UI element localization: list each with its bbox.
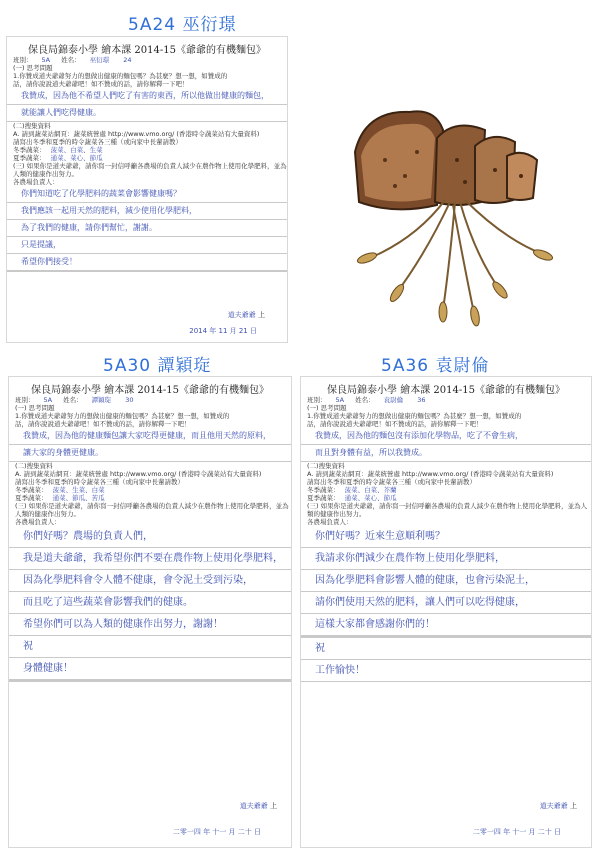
question-1b: 話，請你說說道夫爺爺吧！如不贊成的話，請你解釋一下吧！ (13, 80, 189, 88)
letter-line: 為了我們的健康，請你們幫忙，謝謝。 (7, 220, 287, 237)
greeting: 各農場負責人： (13, 178, 59, 186)
student-fields: 班別： 5A 姓名： 袁尉倫 36 (301, 396, 591, 404)
student-label-bottom-right: 5A36 袁尉倫 (381, 356, 490, 376)
question-1: 1.你贊成道夫爺爺努力的想做出健康的麵包嗎？為甚麼？想一想，如贊成的 (15, 412, 230, 420)
summer-veg-row: 夏季蔬菜： 通菜、節瓜、苦瓜 (9, 494, 291, 502)
letter-line (9, 681, 291, 682)
worksheet-title: 保良局錦泰小學 繪本課 2014-15《爺爺的有機麵包》 (31, 385, 269, 396)
section-3-heading: (三) 如果你是道夫爺爺，請你寫一封信呼籲各農場的負責人減少在農作物上使用化學肥料，並為人類的健康作出努力。 (307, 502, 588, 518)
section-1-heading: (一) 思考問題 (13, 64, 53, 72)
summer-veg-row: 夏季蔬菜： 通菜、菜心、節瓜 (7, 154, 287, 162)
date: 二零一四 年 十一 月 二十 日 (172, 828, 261, 836)
worksheet-top (6, 36, 288, 343)
question-1b: 話，請你說說道夫爺爺吧！如不贊成的話，請你解釋一下吧！ (307, 420, 483, 428)
letter-line: 因為化學肥料會令人體不健康，會令泥土受到污染， (9, 570, 291, 592)
question-1: 1.你贊成道夫爺爺努力的想做出健康的麵包嗎？為甚麼？想一想，如贊成的 (13, 72, 228, 80)
student-fields: 班別： 5A 姓名： 巫衍璟 24 (7, 56, 287, 64)
worksheet-title: 保良局錦泰小學 繪本課 2014-15《爺爺的有機麵包》 (327, 385, 565, 396)
greeting: 各農場負責人： (15, 518, 61, 526)
letter-line: 我是道夫爺爺，我希望你們不要在農作物上使用化學肥料， (9, 548, 291, 570)
letter-line: 因為化學肥料會影響人體的健康，也會污染泥土， (301, 570, 591, 592)
letter-line: 希望你們可以為人類的健康作出努力，謝謝！ (9, 614, 291, 636)
letter-line: 你們知道吃了化學肥料的蔬菜會影響健康嗎？ (7, 186, 287, 203)
signature: 道夫爺爺 上 (227, 311, 265, 319)
source-line: A. 請到蔬菜站網頁：蔬菜統營處 http://www.vmo.org/ (香港時令蔬菜站有大量資料) (307, 470, 554, 478)
question-1: 1.你贊成道夫爺爺努力的想做出健康的麵包嗎？為甚麼？想一想，如贊成的 (307, 412, 522, 420)
bread-loaf-icon (355, 111, 537, 209)
student-fields: 班別： 5A 姓名： 譚穎琁 30 (9, 396, 291, 404)
signature: 道夫爺爺 上 (239, 802, 277, 810)
letter-line (7, 271, 287, 272)
answer-line: 我贊成，因為他的麵包沒有添加化學物品，吃了不會生病， (301, 428, 591, 445)
worksheet-title: 保良局錦泰小學 繪本課 2014-15《爺爺的有機麵包》 (28, 45, 266, 56)
letter-line: 你們好嗎？農場的負責人們， (9, 526, 291, 548)
student-label-bottom-left: 5A30 譚穎琁 (103, 356, 212, 376)
greeting: 各農場負責人： (307, 518, 353, 526)
student-label-top: 5A24 巫衍璟 (128, 15, 237, 35)
question-1b: 話，請你說說道夫爺爺吧！如不贊成的話，請你解釋一下吧！ (15, 420, 191, 428)
section-2-heading: (二)搜集資料 (13, 122, 51, 130)
worksheet-bottom-right (300, 376, 592, 848)
section-2-heading: (二)搜集資料 (15, 462, 53, 470)
letter-line: 祝 (9, 636, 291, 658)
section-1-heading: (一) 思考問題 (15, 404, 55, 412)
source-line: A. 請到蔬菜站網頁：蔬菜統營處 http://www.vmo.org/ (香港時令蔬菜站有大量資料) (15, 470, 262, 478)
source-line: A. 請到蔬菜站網頁：蔬菜統營處 http://www.vmo.org/ (香港時令蔬菜站有大量資料) (13, 130, 260, 138)
letter-line: 祝 (301, 638, 591, 660)
winter-veg-row: 冬季蔬菜： 菠菜、白菜、生菜 (7, 146, 287, 154)
worksheet-bottom-left (8, 376, 292, 848)
section-3-heading: (三) 如果你是道夫爺爺，請你寫一封信呼籲各農場的負責人減少在農作物上使用化學肥料，並為人類的健康作出努力。 (15, 502, 289, 518)
source-line-2: 請寫出冬季和夏季的時令蔬菜各三種（或向家中長輩請教） (13, 138, 182, 146)
letter-line: 身體健康！ (9, 658, 291, 680)
letter-line: 你們好嗎？近來生意順利嗎？ (301, 526, 591, 548)
signature: 道夫爺爺 上 (539, 802, 577, 810)
winter-veg-row: 冬季蔬菜： 菠菜、白菜、芥蘭 (301, 486, 591, 494)
letter-line: 而且吃了這些蔬菜會影響我們的健康。 (9, 592, 291, 614)
bread-wheat-illustration (325, 90, 565, 330)
letter-line: 只是提議， (7, 237, 287, 254)
letter-line: 我請求你們減少在農作物上使用化學肥料， (301, 548, 591, 570)
letter-line: 這樣大家都會感謝你們的！ (301, 614, 591, 636)
summer-veg-row: 夏季蔬菜： 通菜、菜心、節瓜 (301, 494, 591, 502)
source-line-2: 請寫出冬季和夏季的時令蔬菜各三種（或向家中長輩請教） (15, 478, 184, 486)
letter-line: 希望你們接受！ (7, 254, 287, 271)
answer-line: 就能讓人們吃得健康。 (7, 105, 287, 122)
section-2-heading: (二)搜集資料 (307, 462, 345, 470)
answer-line: 讓大家的身體更健康。 (9, 445, 291, 462)
answer-line: 我贊成，因為他的健康麵包讓大家吃得更健康，而且他用天然的原料， (9, 428, 291, 445)
date: 二零一四 年 十一 月 二十 日 (472, 828, 561, 836)
section-1-heading: (一) 思考問題 (307, 404, 347, 412)
wheat-ears-icon (356, 248, 554, 327)
letter-line: 請你們使用天然的肥料，讓人們可以吃得健康， (301, 592, 591, 614)
answer-line: 我贊成，因為他不希望人們吃了有害的東西，所以他做出健康的麵包， (7, 88, 287, 105)
answer-line: 而且對身體有益，所以我贊成。 (301, 445, 591, 462)
letter-line: 我們應該一起用天然的肥料，減少使用化學肥料， (7, 203, 287, 220)
date: 2014 年 11 月 21 日 (189, 327, 257, 335)
winter-veg-row: 冬季蔬菜： 菠菜、生菜、白菜 (9, 486, 291, 494)
section-3-heading: (三) 如果你是道夫爺爺，請你寫一封信呼籲各農場的負責人減少在農作物上使用化學肥料，並為人類的健康作出努力。 (13, 162, 287, 178)
letter-line: 工作愉快！ (301, 660, 591, 682)
source-line-2: 請寫出冬季和夏季的時令蔬菜各三種（或向家中長輩請教） (307, 478, 476, 486)
